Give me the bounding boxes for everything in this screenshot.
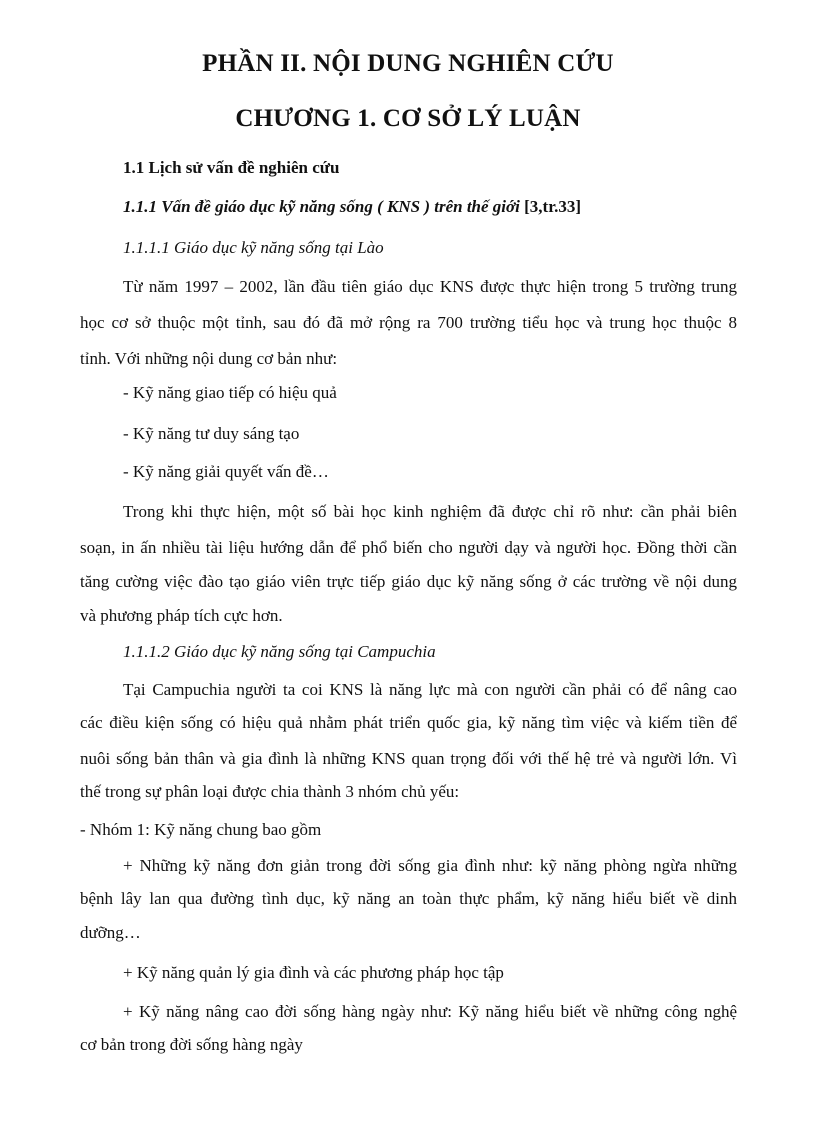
- list-item: - Kỹ năng giải quyết vấn đề…: [123, 462, 329, 481]
- group-label: - Nhóm 1: Kỹ năng chung bao gồm: [80, 820, 322, 839]
- section-heading-1-1-1-2: 1.1.1.2 Giáo dục kỹ năng sống tại Campuchia: [123, 642, 436, 661]
- section-heading-1-1-1-1: 1.1.1.1 Giáo dục kỹ năng sống tại Lào: [123, 238, 384, 257]
- paragraph-line: soạn, in ấn nhiều tài liệu hướng dẫn để phổ biến cho người dạy và người học. Đồng thời cần: [80, 538, 737, 557]
- paragraph-line: và phương pháp tích cực hơn.: [80, 606, 283, 625]
- section-heading-1-1-1-citation: [3,tr.33]: [519, 197, 582, 216]
- paragraph-line: cơ bản trong đời sống hàng ngày: [80, 1035, 303, 1054]
- section-heading-1-1: 1.1 Lịch sử vấn đề nghiên cứu: [123, 158, 340, 177]
- paragraph-line: Tại Campuchia người ta coi KNS là năng lực mà con người cần phải có để nâng cao: [123, 680, 737, 699]
- paragraph-line: + Những kỹ năng đơn giản trong đời sống gia đình như: kỹ năng phòng ngừa những: [123, 856, 737, 875]
- paragraph-line: Từ năm 1997 – 2002, lần đầu tiên giáo dục KNS được thực hiện trong 5 trường trung: [123, 277, 737, 296]
- paragraph-line: tăng cường việc đào tạo giáo viên trực tiếp giáo dục kỹ năng sống ở các trường về nội dung: [80, 572, 737, 591]
- paragraph-line: học cơ sở thuộc một tỉnh, sau đó đã mở rộng ra 700 trường tiểu học và trung học thuộc 8: [80, 313, 737, 332]
- paragraph-line: thế trong sự phân loại được chia thành 3 nhóm chủ yếu:: [80, 782, 460, 801]
- section-heading-1-1-1: [123, 195, 581, 219]
- chapter-title: CHƯƠNG 1. CƠ SỞ LÝ LUẬN: [235, 105, 581, 132]
- paragraph-line: tỉnh. Với những nội dung cơ bản như:: [80, 349, 338, 368]
- paragraph-line: bệnh lây lan qua đường tình dục, kỹ năng an toàn thực phẩm, kỹ năng hiểu biết về dinh: [80, 889, 737, 908]
- section-heading-1-1-1-title: 1.1.1 Vấn đề giáo dục kỹ năng sống ( KNS ) trên thế giới: [123, 197, 520, 216]
- list-item: - Kỹ năng giao tiếp có hiệu quả: [123, 383, 337, 402]
- paragraph-line: + Kỹ năng nâng cao đời sống hàng ngày như: Kỹ năng hiểu biết về những công nghệ: [123, 1002, 737, 1021]
- paragraph-line: các điều kiện sống có hiệu quả nhằm phát triển quốc gia, kỹ năng tìm việc và kiếm tiền để: [80, 713, 737, 732]
- paragraph-line: dưỡng…: [80, 923, 141, 942]
- paragraph-line: nuôi sống bản thân và gia đình là những KNS quan trọng đối với thế hệ trẻ và người lớn. Vì: [80, 749, 737, 768]
- list-item: + Kỹ năng quản lý gia đình và các phương pháp học tập: [123, 963, 504, 982]
- list-item: - Kỹ năng tư duy sáng tạo: [123, 424, 300, 443]
- part-title: PHẦN II. NỘI DUNG NGHIÊN CỨU: [202, 50, 614, 77]
- paragraph-line: Trong khi thực hiện, một số bài học kinh nghiệm đã được chỉ rõ như: cần phải biên: [123, 502, 737, 521]
